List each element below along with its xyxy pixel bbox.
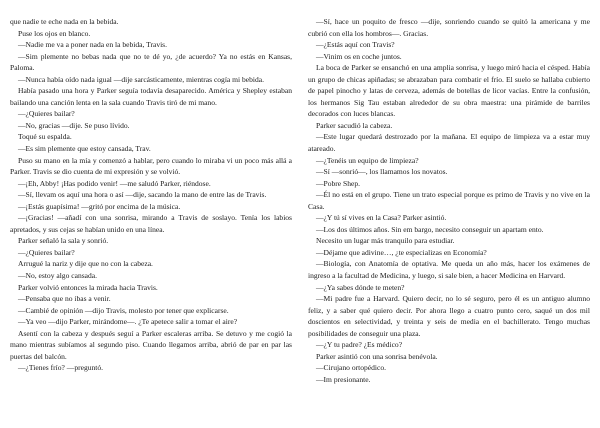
paragraph: Puso su mano en la mía y comenzó a hablar, pero cuando lo miraba vi un poco más allá a Parker. Travis se dio cuenta de mi expresión y se volvió. (10, 155, 292, 177)
paragraph: Había pasado una hora y Parker seguía todavía desaparecido. América y Shepley estaban bailando una canción lenta en la sala cuando Travis tiró de mi mano. (10, 86, 292, 107)
paragraph: Puse los ojos en blanco. (18, 28, 91, 38)
paragraph: —¡Estás guapísima! —gritó por encima de la música. (18, 201, 181, 211)
left-column (10, 16, 292, 428)
paragraph: Asentí con la cabeza y después seguí a Parker escaleras arriba. Se detuvo y me cogió la mano mientras subíamos al segundo piso. Cuando llegamos arriba, abrió de par en par las puertas del balcón. (10, 328, 292, 361)
paragraph: —Sí —sonrió—, los llamamos los novatos. (316, 167, 448, 177)
paragraph: —Ya veo —dijo Parker, mirándome—. ¿Te apetece salir a tomar el aire? (18, 317, 238, 327)
paragraph: —Vinim os en coche juntos. (316, 51, 402, 61)
paragraph: Parker señaló la sala y sonrió. (18, 236, 109, 246)
paragraph: Parker sacudió la cabeza. (316, 120, 393, 130)
paragraph: —Sí, llevam os aquí una hora o así —dije, sacando la mano de entre las de Travis. (18, 190, 267, 200)
paragraph: —¿Quieres bailar? (18, 109, 75, 119)
paragraph: —No, estoy algo cansada. (18, 271, 98, 281)
paragraph: —Im presionante. (316, 374, 371, 384)
paragraph: La boca de Parker se ensanchó en una amplia sonrisa, y luego miró hacia el césped. Había un grupo de chicas apiñadas; se abrazaban para combatir el frío. El suelo se hallaba cubierto de papel pinocho y latas de cerveza, además de botellas de licor vacías. Entre la confusión, los hermanos Sig Tau estaban alrededor de su obra maestra: una pirámide de barriles decorados con luces blancas. (308, 63, 590, 119)
paragraph: Toqué su espalda. (18, 132, 72, 142)
paragraph: —Nunca había oído nada igual —dije sarcásticamente, mientras cogía mi bebida. (18, 74, 265, 84)
paragraph: —Pobre Shep. (316, 178, 361, 188)
paragraph: Parker volvió entonces la mirada hacia Travis. (18, 282, 158, 292)
paragraph: —Los dos últimos años. Sin em bargo, necesito conseguir un apartam ento. (316, 224, 544, 234)
paragraph: que nadie te eche nada en la bebida. (10, 17, 119, 26)
paragraph: —Déjame que adivine…, ¿te especializas en Economía? (316, 247, 487, 257)
paragraph: —¿Tenéis un equipo de limpieza? (316, 155, 419, 165)
paragraph: —Él no está en el grupo. Tiene un trato especial porque es primo de Travis y no vive en la Casa. (308, 190, 590, 211)
paragraph: —¿Estás aquí con Travis? (316, 40, 395, 50)
paragraph: —Mi padre fue a Harvard. Quiero decir, no lo sé seguro, pero él es un antiguo alumno feliz, y a saber qué quiero decir. Por ahora llego a cuatro punto cero, saqué un dos mil doscientos en selectividad, y treinta y seis de media en el bachillerato. Tengo muchas posibilidades de conseguir una plaza. (308, 294, 590, 338)
paragraph: Parker asintió con una sonrisa benévola. (316, 351, 438, 361)
paragraph: —Biología, con Anatomía de optativa. Me queda un año más, hacer los exámenes de ingreso a la facultad de Medicina, y luego, si sale bien, a hacer Medicina en Harvard. (308, 259, 590, 281)
paragraph: —¿Y tu padre? ¿Es médico? (316, 340, 403, 350)
paragraph: —¡Eh, Abby! ¡Has podido venir! —me saludó Parker, riéndose. (18, 178, 211, 188)
paragraph: —¿Tienes frío? —preguntó. (18, 363, 104, 373)
paragraph: —¿Quieres bailar? (18, 247, 75, 257)
paragraph: —¡Gracias! —añadí con una sonrisa, mirando a Travis de soslayo. Tenía los labios apretados, y sus cejas se habían unido en una línea. (10, 213, 292, 234)
paragraph: —Sí, hace un poquito de fresco —dije, sonriendo cuando se quitó la americana y me cubrió con ella los hombros—. Gracias. (308, 17, 590, 38)
paragraph: —Cambié de opinión —dijo Travis, molesto por tener que explicarse. (18, 305, 229, 315)
paragraph: —Pensaba que no ibas a venir. (18, 294, 111, 304)
paragraph: —No, gracias —dije. Se puso lívido. (18, 120, 130, 130)
paragraph: —Nadie me va a poner nada en la bebida, Travis. (18, 40, 168, 50)
paragraph: Necesito un lugar más tranquilo para estudiar. (316, 236, 455, 246)
paragraph: —Sim plemente no bebas nada que no te dé yo, ¿de acuerdo? Ya no estás en Kansas, Paloma. (10, 51, 292, 73)
paragraph: —Cirujano ortopédico. (316, 363, 387, 373)
right-column (308, 16, 590, 428)
paragraph: —Es sim plemente que estoy cansada, Trav. (18, 144, 151, 154)
paragraph: Arrugué la nariz y dije que no con la cabeza. (18, 259, 153, 269)
paragraph: —Este lugar quedará destrozado por la mañana. El equipo de limpieza va a estar muy atareado. (308, 132, 590, 154)
paragraph: —¿Ya sabes dónde te meten? (316, 282, 405, 292)
paragraph: —¿Y tú sí vives en la Casa? Parker asintió. (316, 213, 447, 223)
